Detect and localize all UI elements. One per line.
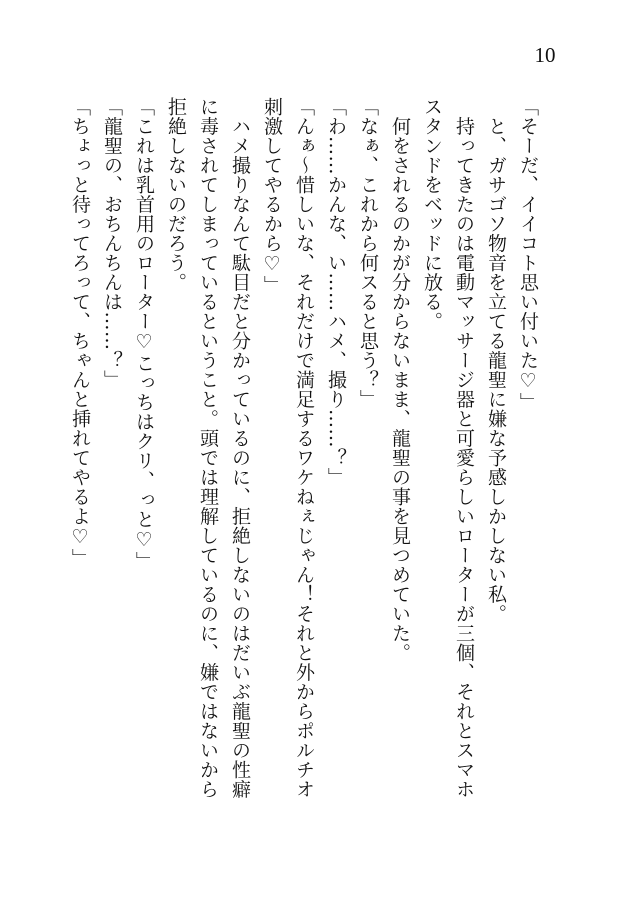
- text-line: ハメ撮りなんて駄目だと分かっているのに、拒絶しないのはだいぶ龍聖の性癖: [229, 97, 251, 799]
- text-line: 刺激してやるから♡」: [261, 97, 283, 295]
- text-line: と、ガサゴソ物音を立てる龍聖に嫌な予感しかしない私。: [485, 97, 507, 624]
- text-line: 持ってきたのは電動マッサージ器と可愛らしいローターが三個、それとスマホ: [453, 97, 475, 799]
- text-line: 何をされるのかが分からないまま、龍聖の事を見つめていた。: [389, 97, 411, 663]
- vertical-body-text: [64, 97, 544, 867]
- text-line: 「わ……かんな、い……ハメ、撮り……？」: [325, 97, 347, 487]
- text-line: 「ちょっと待ってろって、ちゃんと挿れてやるよ♡」: [69, 97, 91, 568]
- text-line: 「そーだ、イイコト思い付いた♡」: [517, 97, 539, 412]
- text-line: 「これは乳首用のローター♡こっちはクリ、っと♡」: [133, 97, 155, 571]
- text-line: スタンドをベッドに放る。: [421, 97, 443, 331]
- page-number: 10: [534, 43, 556, 67]
- text-line: 「龍聖の、おちんちんは……？」: [101, 97, 123, 390]
- text-line: 「んぁ〜惜しいな、それだけで満足するワケねぇじゃん！それと外からポルチオ: [293, 97, 315, 799]
- text-line: 「なぁ、これから何スると思う？」: [357, 97, 379, 409]
- text-line: 拒絶しないのだろう。: [165, 97, 187, 292]
- text-line: に毒されてしまっているということ。頭では理解しているのに、嫌ではないから: [197, 97, 219, 799]
